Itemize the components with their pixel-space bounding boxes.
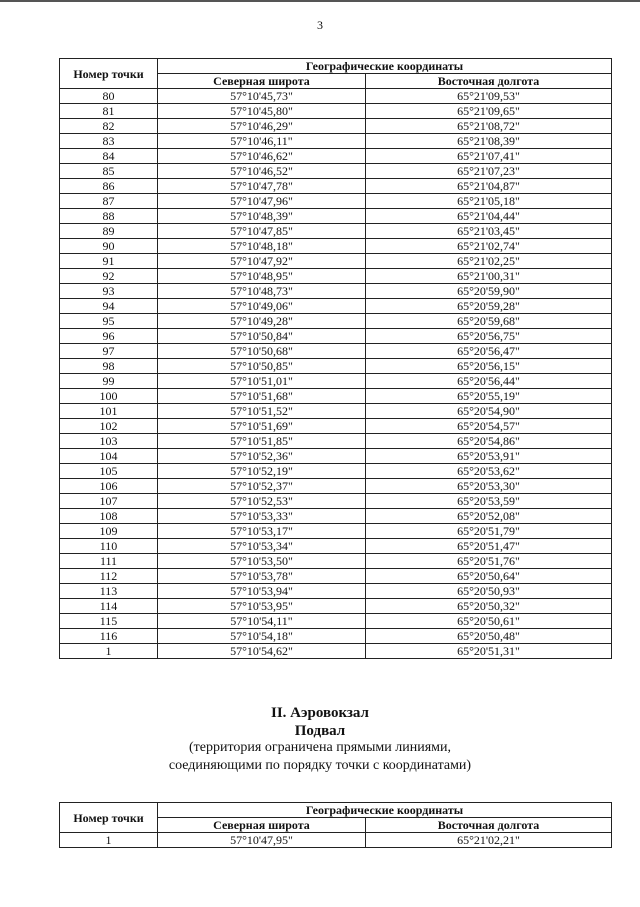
table-row	[60, 464, 612, 479]
point-number-cell: 95	[60, 314, 158, 329]
point-number-cell: 86	[60, 179, 158, 194]
longitude-cell: 65°20'50,61"	[366, 614, 612, 629]
latitude-cell: 57°10'46,29"	[158, 119, 366, 134]
point-number-cell: 88	[60, 209, 158, 224]
table-row	[60, 149, 612, 164]
point-number-cell: 105	[60, 464, 158, 479]
table-row	[60, 119, 612, 134]
latitude-cell: 57°10'51,52"	[158, 404, 366, 419]
header-point-number: Номер точки	[60, 803, 158, 833]
point-number-cell: 100	[60, 389, 158, 404]
longitude-cell: 65°21'02,74"	[366, 239, 612, 254]
point-number-cell: 109	[60, 524, 158, 539]
longitude-cell: 65°20'50,93"	[366, 584, 612, 599]
latitude-cell: 57°10'47,96"	[158, 194, 366, 209]
table-row	[60, 359, 612, 374]
longitude-cell: 65°20'56,75"	[366, 329, 612, 344]
longitude-cell: 65°21'04,87"	[366, 179, 612, 194]
latitude-cell: 57°10'46,11"	[158, 134, 366, 149]
longitude-cell: 65°20'50,64"	[366, 569, 612, 584]
point-number-cell: 103	[60, 434, 158, 449]
header-north-latitude: Северная широта	[158, 818, 366, 833]
table-row	[60, 329, 612, 344]
longitude-cell: 65°20'53,59"	[366, 494, 612, 509]
header-geo-coordinates: Географические координаты	[158, 59, 612, 74]
latitude-cell: 57°10'48,73"	[158, 284, 366, 299]
latitude-cell: 57°10'54,18"	[158, 629, 366, 644]
point-number-cell: 102	[60, 419, 158, 434]
point-number-cell: 80	[60, 89, 158, 104]
longitude-cell: 65°20'56,47"	[366, 344, 612, 359]
latitude-cell: 57°10'52,36"	[158, 449, 366, 464]
table-row	[60, 134, 612, 149]
table-row	[60, 194, 612, 209]
table-row	[60, 209, 612, 224]
point-number-cell: 106	[60, 479, 158, 494]
longitude-cell: 65°21'00,31"	[366, 269, 612, 284]
longitude-cell: 65°21'02,25"	[366, 254, 612, 269]
table-row	[60, 584, 612, 599]
section-note-line-1: (территория ограничена прямыми линиями,	[188, 740, 452, 755]
latitude-cell: 57°10'51,68"	[158, 389, 366, 404]
longitude-cell: 65°20'51,79"	[366, 524, 612, 539]
latitude-cell: 57°10'47,78"	[158, 179, 366, 194]
latitude-cell: 57°10'53,34"	[158, 539, 366, 554]
point-number-cell: 93	[60, 284, 158, 299]
point-number-cell: 110	[60, 539, 158, 554]
longitude-cell: 65°21'07,41"	[366, 149, 612, 164]
point-number-cell: 104	[60, 449, 158, 464]
point-number-cell: 115	[60, 614, 158, 629]
table-2-body	[60, 833, 612, 848]
longitude-cell: 65°20'53,91"	[366, 449, 612, 464]
longitude-cell: 65°20'54,90"	[366, 404, 612, 419]
header-east-longitude: Восточная долгота	[366, 818, 612, 833]
point-number-cell: 84	[60, 149, 158, 164]
point-number-cell: 114	[60, 599, 158, 614]
latitude-cell: 57°10'53,17"	[158, 524, 366, 539]
longitude-cell: 65°20'59,90"	[366, 284, 612, 299]
longitude-cell: 65°20'54,86"	[366, 434, 612, 449]
table-row	[60, 434, 612, 449]
longitude-cell: 65°21'05,18"	[366, 194, 612, 209]
table-row	[60, 104, 612, 119]
point-number-cell: 91	[60, 254, 158, 269]
latitude-cell: 57°10'54,11"	[158, 614, 366, 629]
table-row	[60, 524, 612, 539]
point-number-cell: 85	[60, 164, 158, 179]
latitude-cell: 57°10'49,28"	[158, 314, 366, 329]
coordinates-table-1	[59, 58, 612, 659]
page-number: 3	[317, 18, 323, 32]
point-number-cell: 111	[60, 554, 158, 569]
longitude-cell: 65°21'07,23"	[366, 164, 612, 179]
header-east-longitude: Восточная долгота	[366, 74, 612, 89]
longitude-cell: 65°21'03,45"	[366, 224, 612, 239]
table-row	[60, 614, 612, 629]
table-row	[60, 554, 612, 569]
table-1-body	[60, 89, 612, 659]
latitude-cell: 57°10'50,84"	[158, 329, 366, 344]
latitude-cell: 57°10'51,69"	[158, 419, 366, 434]
table-row	[60, 254, 612, 269]
table-row	[60, 89, 612, 104]
longitude-cell: 65°20'52,08"	[366, 509, 612, 524]
point-number-cell: 89	[60, 224, 158, 239]
longitude-cell: 65°20'50,32"	[366, 599, 612, 614]
table-row	[60, 419, 612, 434]
latitude-cell: 57°10'46,62"	[158, 149, 366, 164]
latitude-cell: 57°10'48,95"	[158, 269, 366, 284]
longitude-cell: 65°20'51,76"	[366, 554, 612, 569]
longitude-cell: 65°21'08,72"	[366, 119, 612, 134]
latitude-cell: 57°10'47,95"	[158, 833, 366, 848]
point-number-cell: 1	[60, 833, 158, 848]
point-number-cell: 83	[60, 134, 158, 149]
point-number-cell: 1	[60, 644, 158, 659]
table-row	[60, 629, 612, 644]
point-number-cell: 112	[60, 569, 158, 584]
latitude-cell: 57°10'54,62"	[158, 644, 366, 659]
table-row	[60, 404, 612, 419]
latitude-cell: 57°10'53,94"	[158, 584, 366, 599]
latitude-cell: 57°10'53,50"	[158, 554, 366, 569]
table-row	[60, 299, 612, 314]
latitude-cell: 57°10'53,78"	[158, 569, 366, 584]
latitude-cell: 57°10'53,33"	[158, 509, 366, 524]
point-number-cell: 101	[60, 404, 158, 419]
latitude-cell: 57°10'52,53"	[158, 494, 366, 509]
coordinates-table-2	[59, 802, 612, 848]
point-number-cell: 113	[60, 584, 158, 599]
latitude-cell: 57°10'52,19"	[158, 464, 366, 479]
section-title: II. Аэровокзал	[271, 705, 369, 721]
longitude-cell: 65°20'51,47"	[366, 539, 612, 554]
table-row	[60, 269, 612, 284]
latitude-cell: 57°10'48,18"	[158, 239, 366, 254]
point-number-cell: 92	[60, 269, 158, 284]
section-subtitle: Подвал	[294, 723, 346, 739]
latitude-cell: 57°10'45,80"	[158, 104, 366, 119]
table-row	[60, 539, 612, 554]
table-row	[60, 164, 612, 179]
longitude-cell: 65°20'51,31"	[366, 644, 612, 659]
table-row	[60, 644, 612, 659]
longitude-cell: 65°20'56,44"	[366, 374, 612, 389]
point-number-cell: 94	[60, 299, 158, 314]
section-note-line-2: соединяющими по порядку точки с координатами)	[168, 758, 472, 773]
point-number-cell: 81	[60, 104, 158, 119]
table-row	[60, 479, 612, 494]
latitude-cell: 57°10'47,85"	[158, 224, 366, 239]
table-row	[60, 833, 612, 848]
latitude-cell: 57°10'51,85"	[158, 434, 366, 449]
table-row	[60, 179, 612, 194]
longitude-cell: 65°20'54,57"	[366, 419, 612, 434]
table-row	[60, 509, 612, 524]
point-number-cell: 87	[60, 194, 158, 209]
top-rule	[0, 0, 640, 2]
latitude-cell: 57°10'51,01"	[158, 374, 366, 389]
longitude-cell: 65°21'04,44"	[366, 209, 612, 224]
point-number-cell: 108	[60, 509, 158, 524]
point-number-cell: 90	[60, 239, 158, 254]
point-number-cell: 116	[60, 629, 158, 644]
latitude-cell: 57°10'50,85"	[158, 359, 366, 374]
table-row	[60, 599, 612, 614]
latitude-cell: 57°10'46,52"	[158, 164, 366, 179]
table-row	[60, 224, 612, 239]
longitude-cell: 65°20'56,15"	[366, 359, 612, 374]
table-row	[60, 374, 612, 389]
header-geo-coordinates: Географические координаты	[158, 803, 612, 818]
table-row	[60, 569, 612, 584]
latitude-cell: 57°10'50,68"	[158, 344, 366, 359]
longitude-cell: 65°21'09,53"	[366, 89, 612, 104]
longitude-cell: 65°20'55,19"	[366, 389, 612, 404]
longitude-cell: 65°20'59,68"	[366, 314, 612, 329]
latitude-cell: 57°10'52,37"	[158, 479, 366, 494]
table-row	[60, 284, 612, 299]
header-north-latitude: Северная широта	[158, 74, 366, 89]
latitude-cell: 57°10'48,39"	[158, 209, 366, 224]
longitude-cell: 65°20'50,48"	[366, 629, 612, 644]
longitude-cell: 65°20'53,30"	[366, 479, 612, 494]
table-row	[60, 314, 612, 329]
latitude-cell: 57°10'53,95"	[158, 599, 366, 614]
table-row	[60, 389, 612, 404]
latitude-cell: 57°10'49,06"	[158, 299, 366, 314]
point-number-cell: 96	[60, 329, 158, 344]
latitude-cell: 57°10'45,73"	[158, 89, 366, 104]
table-row	[60, 494, 612, 509]
point-number-cell: 107	[60, 494, 158, 509]
point-number-cell: 98	[60, 359, 158, 374]
longitude-cell: 65°21'02,21"	[366, 833, 612, 848]
latitude-cell: 57°10'47,92"	[158, 254, 366, 269]
table-row	[60, 344, 612, 359]
point-number-cell: 82	[60, 119, 158, 134]
point-number-cell: 97	[60, 344, 158, 359]
table-row	[60, 239, 612, 254]
longitude-cell: 65°21'09,65"	[366, 104, 612, 119]
table-row	[60, 449, 612, 464]
longitude-cell: 65°21'08,39"	[366, 134, 612, 149]
longitude-cell: 65°20'53,62"	[366, 464, 612, 479]
point-number-cell: 99	[60, 374, 158, 389]
longitude-cell: 65°20'59,28"	[366, 299, 612, 314]
header-point-number: Номер точки	[60, 59, 158, 89]
